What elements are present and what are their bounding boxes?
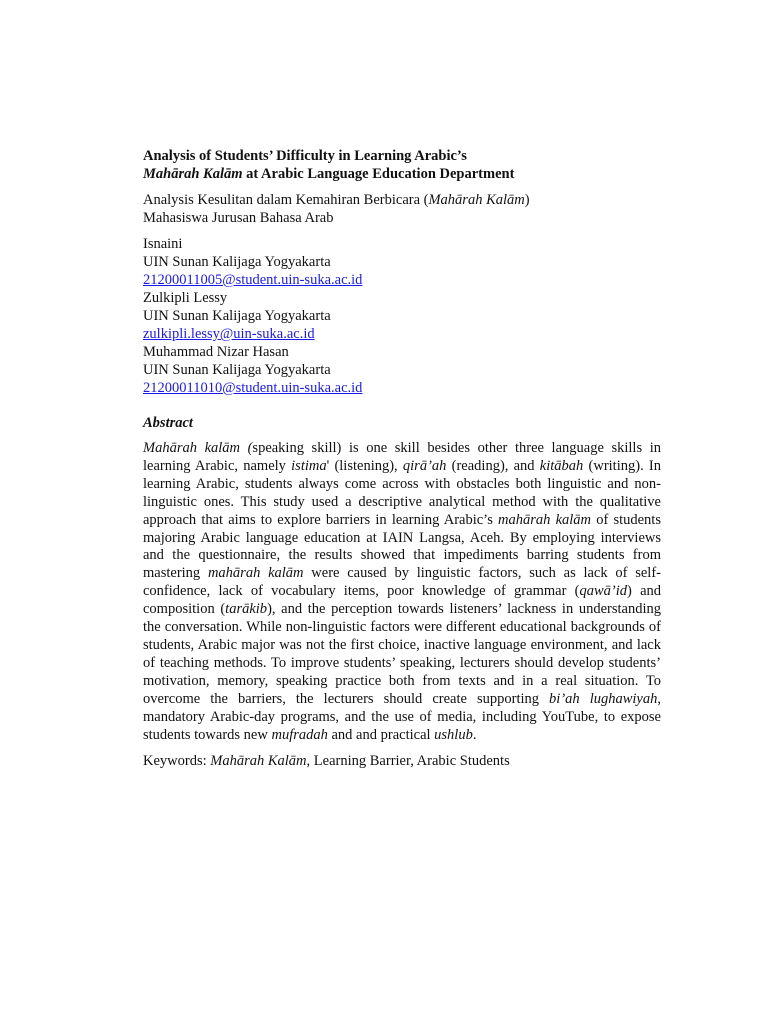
author-email-link[interactable]: 21200011005@student.uin-suka.ac.id	[143, 272, 363, 288]
subtitle-text: Analysis Kesulitan dalam Kemahiran Berbicara (	[143, 192, 429, 208]
keywords-line	[143, 752, 661, 770]
abstract-text: ) and composition (	[143, 583, 661, 618]
author-affiliation: UIN Sunan Kalijaga Yogyakarta	[143, 362, 331, 378]
abstract-italic-term: mahārah kalām	[207, 565, 304, 582]
abstract-text: speaking skill) is one skill besides other three language skills in learning Arabic, namely	[143, 440, 661, 474]
title-line-2: at Arabic Language Education Department	[242, 166, 515, 182]
abstract-text: of students majoring Arabic language education at IAIN Langsa, Aceh. By employing interviews and the questionnaire, the results showed that impediments barring students from mastering	[143, 511, 661, 582]
abstract-text: , mandatory Arabic-day programs, and the use of media, including YouTube, to expose students towards new	[143, 690, 661, 743]
author-email-link[interactable]: 21200011010@student.uin-suka.ac.id	[143, 380, 363, 396]
keywords-rest: , Learning Barrier, Arabic Students	[306, 753, 510, 770]
abstract-text: ), and the perception towards listeners’ lackness in understanding the conversation. While non-linguistic factors were different educational backgrounds of students, Arabic major was not the first choice, inactive language environment, and lack of teaching methods. To improve students’ speaking, lecturers should develop students’ motivation, memory, speaking practice both from texts and in a real situation. To overcome the barriers, the lecturers should create supporting	[143, 601, 661, 707]
paper-page	[143, 147, 661, 770]
title-line-1: Analysis of Students’ Difficulty in Learning Arabic’s	[143, 148, 467, 164]
author-name: Isnaini	[143, 236, 183, 252]
abstract-italic-term: tarākib	[225, 601, 268, 618]
abstract-heading: Abstract	[143, 415, 193, 431]
abstract-body	[143, 440, 661, 744]
abstract-italic-term: mahārah kalām	[498, 511, 592, 528]
abstract-italic-term: Mahārah kalām (	[143, 440, 253, 456]
author-affiliation: UIN Sunan Kalijaga Yogyakarta	[143, 254, 331, 270]
abstract-text: (reading), and	[446, 457, 540, 474]
keywords-label: Keywords:	[143, 753, 211, 770]
author-name: Muhammad Nizar Hasan	[143, 344, 289, 360]
subtitle-italic-term: Mahārah Kalām	[428, 192, 525, 208]
abstract-italic-term: istima	[291, 457, 327, 474]
author-name: Zulkipli Lessy	[143, 290, 228, 306]
abstract-italic-term: qirā’ah	[402, 457, 447, 474]
paper-title	[143, 147, 661, 183]
author-affiliation: UIN Sunan Kalijaga Yogyakarta	[143, 308, 331, 324]
author-email-link[interactable]: zulkipli.lessy@uin-suka.ac.id	[143, 326, 315, 342]
abstract-text: (writing). In learning Arabic, students always come across with obstacles both linguistic and non-linguistic ones. This study used a descriptive analytical method with the qualitative approach that aims to explore barriers in learning Arabic’s	[143, 457, 661, 528]
abstract-italic-term: kitābah	[539, 457, 584, 474]
abstract-italic-term: mufradah	[271, 726, 328, 743]
subtitle-paren: )	[524, 192, 530, 208]
abstract-italic-term: ushlub	[434, 726, 473, 743]
abstract-text: .	[472, 726, 477, 743]
abstract-text: ' (listening),	[326, 457, 403, 474]
abstract-italic-term: bi’ah lughawiyah	[549, 690, 658, 707]
title-italic-term: Mahārah Kalām	[143, 166, 243, 182]
abstract-text: were caused by linguistic factors, such as lack of self-confidence, lack of vocabulary items, poor knowledge of grammar (	[143, 565, 661, 600]
keyword-italic-term: Mahārah Kalām	[210, 753, 307, 770]
paper-subtitle	[143, 191, 661, 227]
subtitle-line-2: Mahasiswa Jurusan Bahasa Arab	[143, 210, 334, 226]
abstract-text: and and practical	[327, 726, 435, 743]
abstract-italic-term: qawā’id	[579, 583, 627, 600]
author-list	[143, 235, 661, 397]
